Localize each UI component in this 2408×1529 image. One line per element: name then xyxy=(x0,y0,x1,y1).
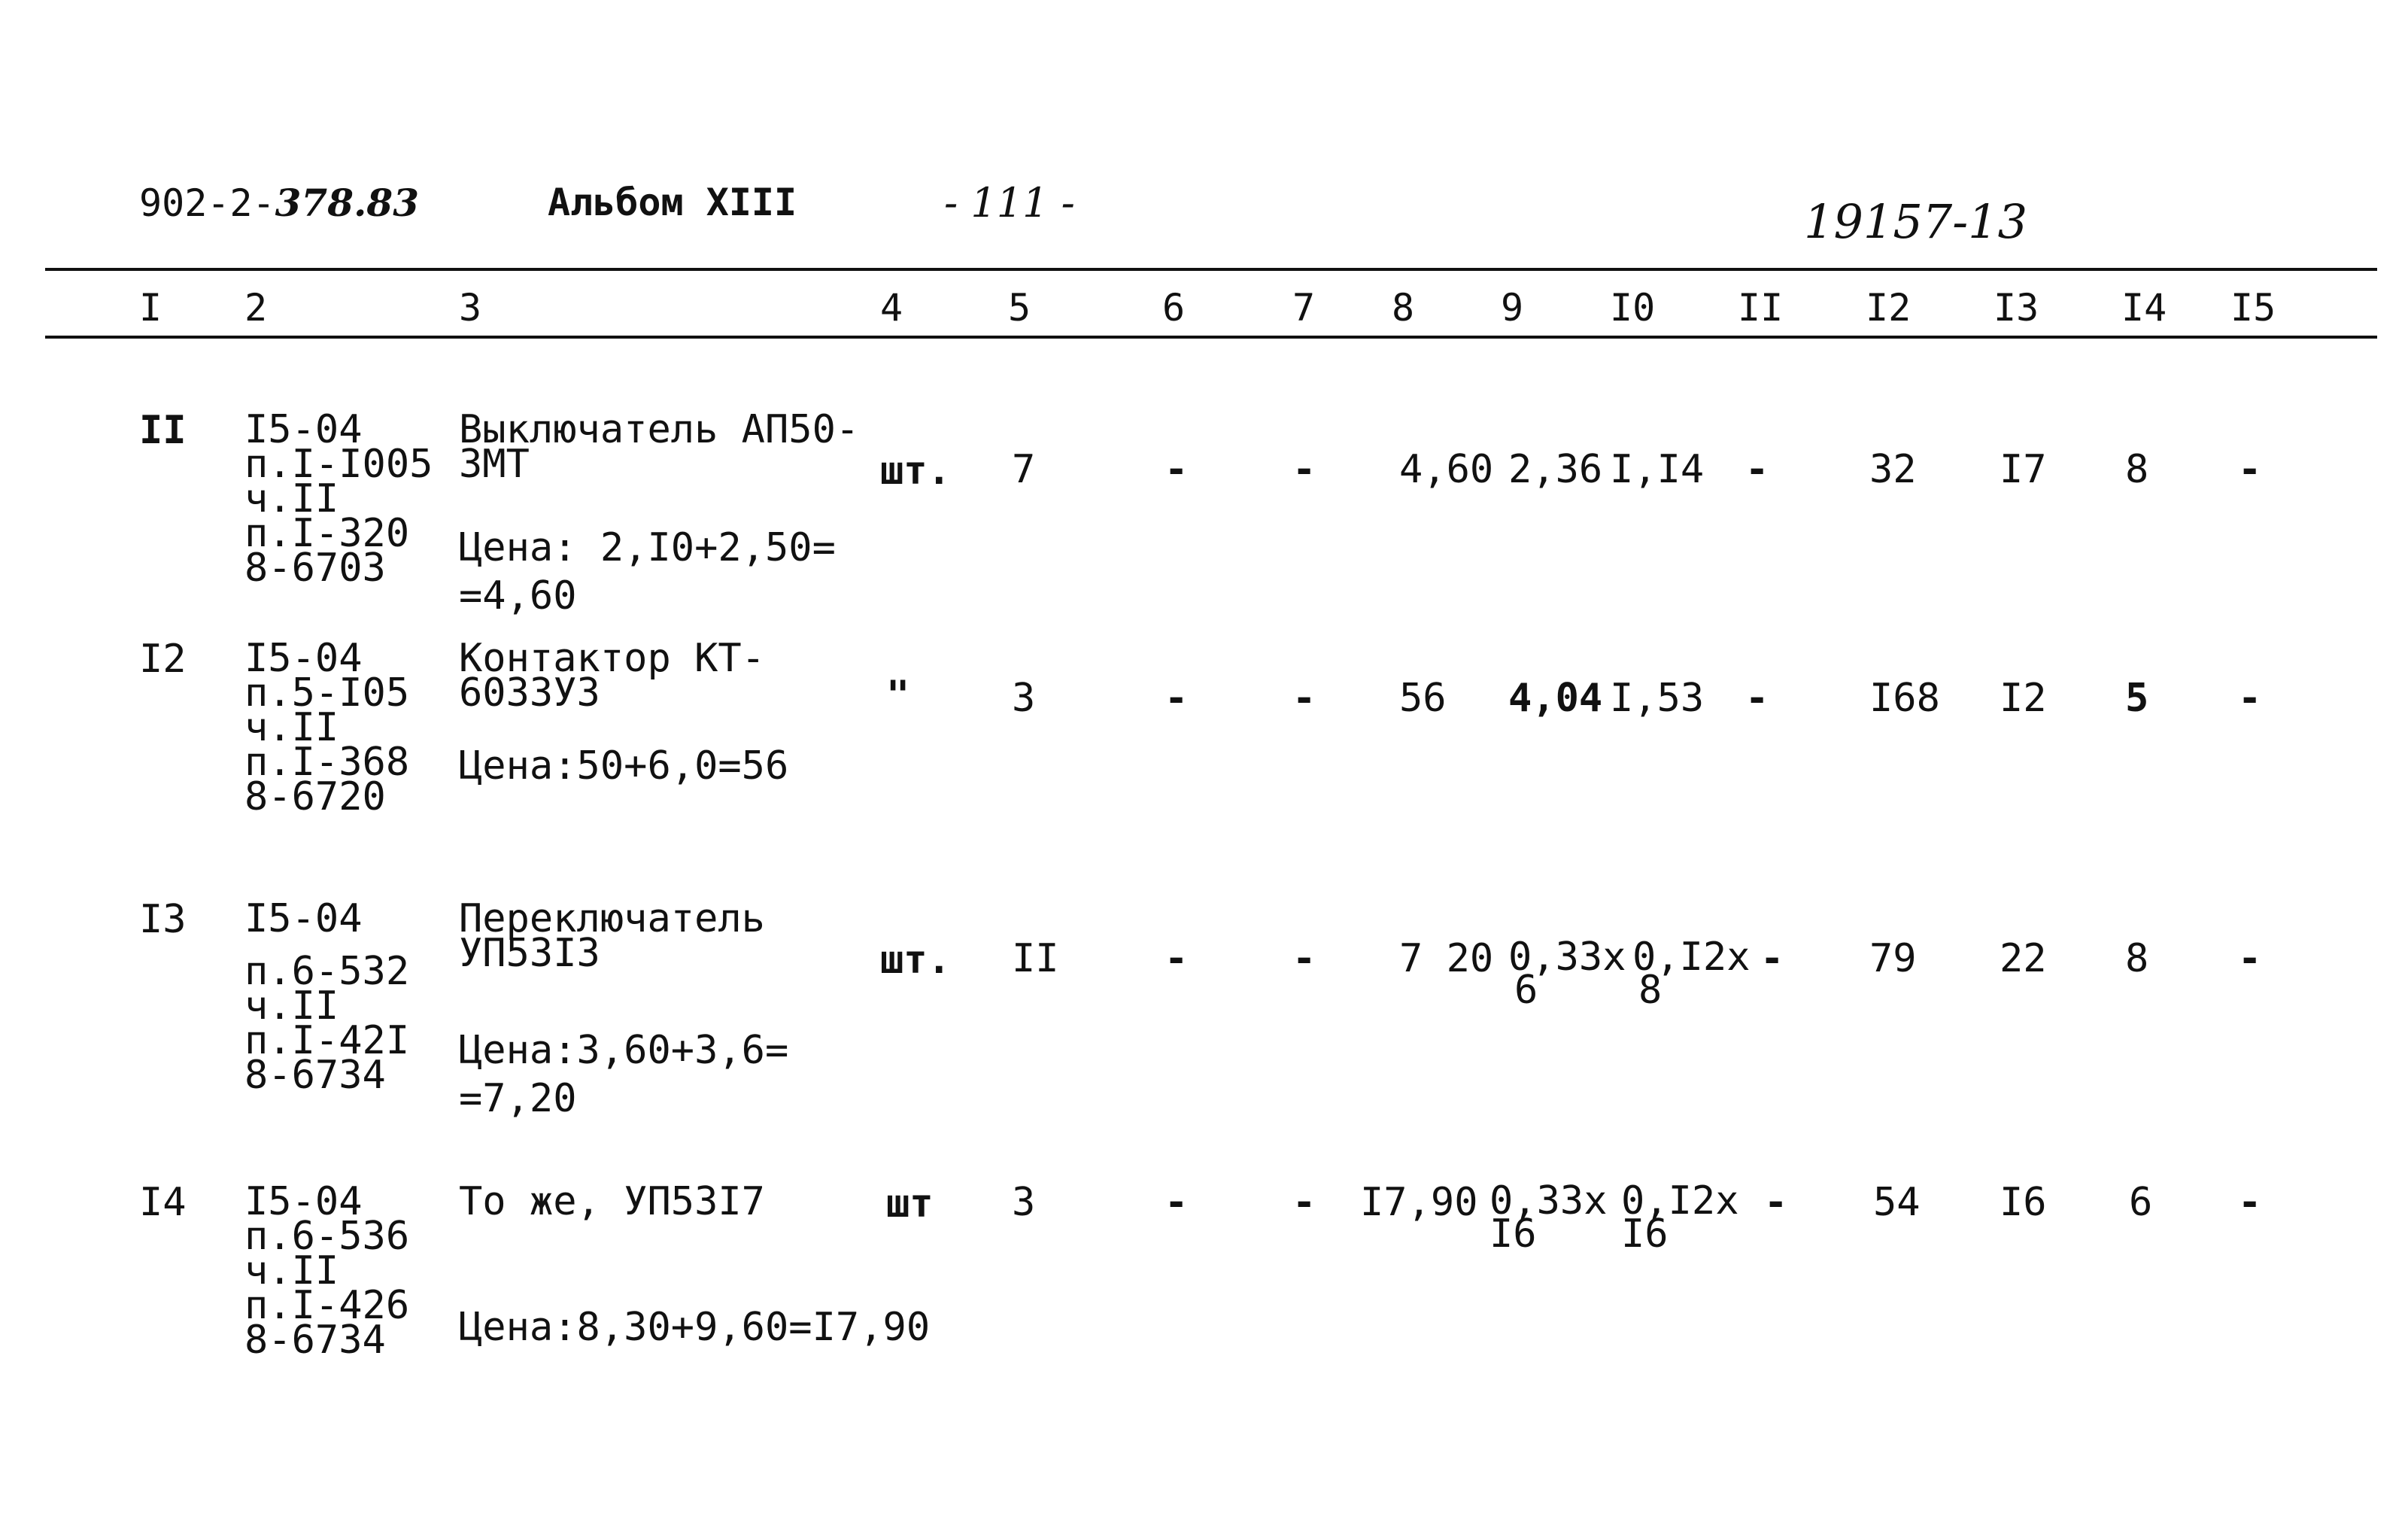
name-line: 6033УЗ xyxy=(459,670,600,716)
column-header: I3 xyxy=(1994,286,2039,330)
code-line: ч.II xyxy=(244,1248,339,1293)
price-line: =4,60 xyxy=(459,573,577,619)
item-name xyxy=(459,896,765,976)
cell-col12: I68 xyxy=(1869,676,1940,721)
cell-col14: 5 xyxy=(2125,676,2149,721)
column-header: 4 xyxy=(880,286,903,330)
catalog-code xyxy=(244,636,410,819)
code-line: 8-6720 xyxy=(244,774,386,819)
column-header: 5 xyxy=(1008,286,1031,330)
column-header: 6 xyxy=(1162,286,1186,330)
cell-col15: - xyxy=(2238,936,2262,981)
column-header: 9 xyxy=(1501,286,1524,330)
cell-col14: 8 xyxy=(2125,936,2149,981)
code-line: п.6-532 xyxy=(244,949,410,994)
cell-col13: 22 xyxy=(2000,936,2047,981)
cell-col10: I,I4 xyxy=(1610,447,1705,492)
column-header: 8 xyxy=(1392,286,1415,330)
cell-col5: 7 xyxy=(1012,447,1036,492)
cell-col8: 56 xyxy=(1399,676,1447,721)
code-line: 8-6734 xyxy=(244,1053,386,1098)
album-label: Альбом XIII xyxy=(548,181,797,224)
unit: шт xyxy=(886,1181,934,1227)
cell-col6: - xyxy=(1165,676,1189,721)
cell-col8: 4,60 xyxy=(1399,447,1494,492)
sheet-code: 19157-13 xyxy=(1804,194,2028,249)
item-name xyxy=(459,636,765,716)
column-header: I0 xyxy=(1610,286,1656,330)
cell-col13: I6 xyxy=(2000,1180,2047,1225)
unit: шт. xyxy=(880,448,951,494)
row-number: I2 xyxy=(139,637,187,682)
document-code-suffix: 378.83 xyxy=(275,181,419,225)
document-code-prefix: 902-2- xyxy=(139,181,275,225)
cell-col9-line: 0,33x xyxy=(1508,935,1626,980)
cell-col7: - xyxy=(1292,1180,1316,1225)
cell-col10-line: 0,I2x xyxy=(1632,935,1751,980)
cell-col10 xyxy=(1632,935,1751,1013)
cell-col10-line: I6 xyxy=(1621,1211,1669,1257)
unit: шт. xyxy=(880,938,951,983)
cell-col10 xyxy=(1621,1178,1739,1257)
price-line: Цена: 2,I0+2,50= xyxy=(459,525,836,570)
row-number: II xyxy=(139,408,187,453)
catalog-code xyxy=(244,1179,410,1363)
price-note xyxy=(459,743,789,789)
code-line: ч.II xyxy=(244,476,339,521)
name-line: Контактор КТ- xyxy=(459,636,765,681)
column-header: 7 xyxy=(1292,286,1316,330)
price-note xyxy=(459,1305,931,1350)
cell-col9-line: 0,33x xyxy=(1489,1178,1608,1224)
cell-col6: - xyxy=(1165,1180,1189,1225)
cell-col8: 7 20 xyxy=(1399,936,1494,981)
column-header: I5 xyxy=(2230,286,2276,330)
cell-col5: II xyxy=(1012,936,1059,981)
cell-col7: - xyxy=(1292,936,1316,981)
column-header: 2 xyxy=(244,286,268,330)
code-line: п.I-I005 xyxy=(244,442,433,487)
cell-col7: - xyxy=(1292,676,1316,721)
cell-col12: 54 xyxy=(1873,1180,1921,1225)
unit: " xyxy=(886,673,910,718)
column-header: II xyxy=(1738,286,1784,330)
name-line: УП53I3 xyxy=(459,931,600,976)
document-code xyxy=(139,181,419,225)
cell-col14: 6 xyxy=(2129,1180,2153,1225)
cell-col11: - xyxy=(1760,936,1784,981)
price-note xyxy=(459,524,836,620)
cell-col15: - xyxy=(2238,1180,2262,1225)
cell-col5: 3 xyxy=(1012,1180,1036,1225)
cell-col10-line: 0,I2x xyxy=(1621,1178,1739,1224)
code-line: п.I-368 xyxy=(244,740,410,785)
code-line: п.I-426 xyxy=(244,1283,410,1328)
name-line: 3МТ xyxy=(459,442,530,487)
cell-col10-line: 8 xyxy=(1638,968,1663,1013)
cell-col11: - xyxy=(1764,1180,1788,1225)
column-header: I4 xyxy=(2121,286,2167,330)
price-line: =7,20 xyxy=(459,1076,577,1121)
column-header: I xyxy=(139,286,162,330)
cell-col12: 32 xyxy=(1869,447,1917,492)
item-name xyxy=(459,1179,765,1224)
code-line: ч.II xyxy=(244,705,339,750)
row-number: I4 xyxy=(139,1180,187,1225)
cell-col8: I7,90 xyxy=(1360,1180,1478,1225)
cell-col6: - xyxy=(1165,447,1189,492)
cell-col15: - xyxy=(2238,447,2262,492)
cell-col9 xyxy=(1508,935,1626,1013)
name-line: То же, УП53I7 xyxy=(459,1179,765,1224)
column-header: I2 xyxy=(1866,286,1912,330)
code-line: I5-04 xyxy=(244,636,363,681)
code-line: I5-04 xyxy=(244,407,363,452)
row-number: I3 xyxy=(139,897,187,942)
cell-col9: 2,36 xyxy=(1508,447,1603,492)
table-header-rule xyxy=(45,336,2377,339)
cell-col15: - xyxy=(2238,676,2262,721)
code-line: ч.II xyxy=(244,983,339,1029)
price-note xyxy=(459,1026,788,1123)
cell-col5: 3 xyxy=(1012,676,1036,721)
code-line: I5-04 xyxy=(244,1179,363,1224)
code-line: п.6-536 xyxy=(244,1214,410,1259)
code-line: п.I-42I xyxy=(244,1018,410,1063)
cell-col6: - xyxy=(1165,936,1189,981)
catalog-code xyxy=(244,407,433,591)
column-header: 3 xyxy=(459,286,482,330)
cell-col10: I,53 xyxy=(1610,676,1705,721)
code-line: п.5-I05 xyxy=(244,670,410,716)
cell-col13: I2 xyxy=(2000,676,2047,721)
cell-col11: - xyxy=(1745,447,1769,492)
code-line: 8-6734 xyxy=(244,1318,386,1363)
code-line: п.I-320 xyxy=(244,511,410,556)
page-number: - 111 - xyxy=(944,179,1075,226)
price-line: Цена:8,30+9,60=I7,90 xyxy=(459,1305,931,1350)
price-line: Цена:3,60+3,6= xyxy=(459,1028,789,1073)
code-line: 8-6703 xyxy=(244,546,386,591)
price-line: Цена:50+6,0=56 xyxy=(459,743,789,789)
cell-col7: - xyxy=(1292,447,1316,492)
cell-col14: 8 xyxy=(2125,447,2149,492)
catalog-code xyxy=(244,896,410,1098)
code-line: I5-04 xyxy=(244,896,363,941)
cell-col9-line: 6 xyxy=(1514,968,1538,1013)
item-name xyxy=(459,407,860,487)
name-line: Выключатель АП50- xyxy=(459,407,860,452)
table-top-rule xyxy=(45,268,2377,271)
name-line: Переключатель xyxy=(459,896,765,941)
cell-col12: 79 xyxy=(1869,936,1917,981)
cell-col9 xyxy=(1489,1178,1608,1257)
cell-col9: 4,04 xyxy=(1508,676,1603,721)
cell-col13: I7 xyxy=(2000,447,2047,492)
cell-col9-line: I6 xyxy=(1489,1211,1537,1257)
cell-col11: - xyxy=(1745,676,1769,721)
